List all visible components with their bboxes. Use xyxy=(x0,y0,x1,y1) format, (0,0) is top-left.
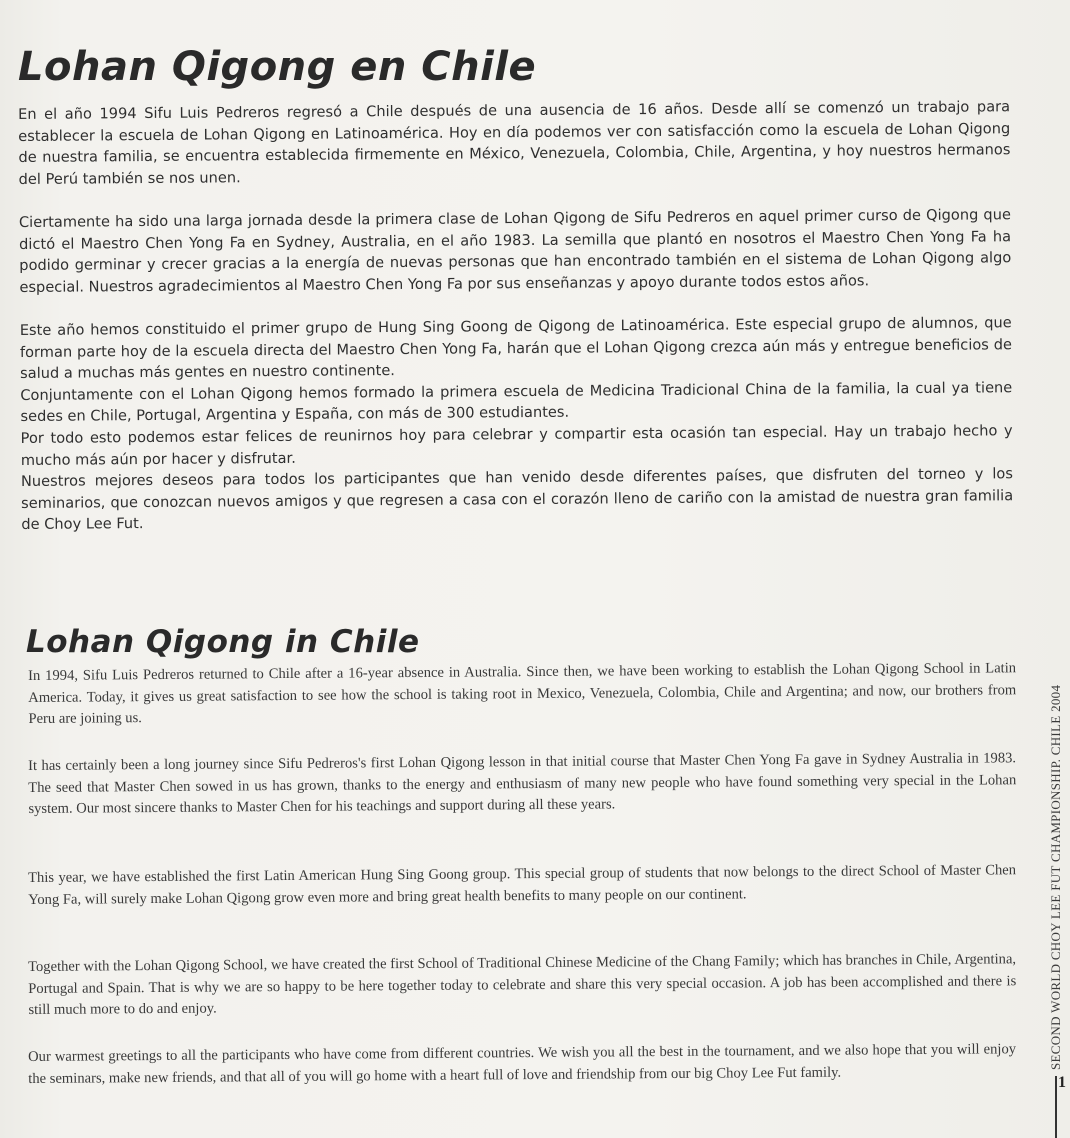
english-paragraph-1 xyxy=(28,658,1016,731)
spanish-paragraph-1: En el año 1994 Sifu Luis Pedreros regresó a Chile después de una ausencia de 16 años. Desde allí se comenzó un trabajo para establecer la escuela de Lohan Qigong en Latinoamérica. Hoy en día podemos ver con satisfacción como la escuela de Lohan Qigong de nuestra familia, se encuentra establecida firmemente en México, Venezuela, Colombia, Chile, Argentina, y hoy nuestros hermanos del Perú también se nos unen. xyxy=(18,98,1011,188)
spanish-title: Lohan Qigong en Chile xyxy=(18,44,537,90)
english-paragraph-5 xyxy=(28,1039,1016,1090)
page-number-rule xyxy=(1055,1076,1057,1138)
spanish-paragraph-4: Conjuntamente con el Lohan Qigong hemos formado la primera escuela de Medicina Tradicional China de la familia, la cual ya tiene sedes en Chile, Portugal, Argentina y España, con más de 300 estudiantes. xyxy=(20,378,1013,426)
english-paragraph-3 xyxy=(28,860,1016,911)
spanish-body xyxy=(18,96,1013,536)
championship-sidebar-text: SECOND WORLD CHOY LEE FUT CHAMPIONSHIP. CHILE 2004 xyxy=(1048,684,1063,1070)
spanish-paragraph-5: Por todo esto podemos estar felices de reunirnos hoy para celebrar y compartir esta ocasión tan especial. Hay un trabajo hecho y mucho más aún por hacer y disfrutar. xyxy=(20,422,1013,469)
english-paragraph-4-text: Together with the Lohan Qigong School, we have created the first School of Traditional Chinese Medicine of the Chang Family; which has branches in Chile, Argentina, Portugal and Spain. That is why we are so happy to be here together today to celebrate and share this very special occasion. A job has been accomplished and there is still much more to do and enjoy. xyxy=(28,951,1017,1019)
english-title: Lohan Qigong in Chile xyxy=(26,624,420,660)
spanish-paragraph-6: Nuestros mejores deseos para todos los participantes que han venido desde diferentes países, que disfruten del torneo y los seminarios, que conozcan nuevos amigos y que regresen a casa con el corazón lleno de cariño con la amistad de nuestra gran familia de Choy Lee Fut. xyxy=(20,465,1014,534)
spanish-paragraph-3: Este año hemos constituido el primer grupo de Hung Sing Goong de Qigong de Latinoamérica. Este especial grupo de alumnos, que forman parte hoy de la escuela directa del Maestro Chen Yong Fa, harán que el Lohan Qigong crezca aún más y entregue beneficios de salud a muchas más gentes en nuestro continente. xyxy=(19,314,1012,383)
english-paragraph-2 xyxy=(28,748,1016,821)
english-paragraph-5-text: Our warmest greetings to all the participants who have come from different countries. We wish you all the best in the tournament, and we also hope that you will enjoy the seminars, make new friends, and that all of you will go home with a heart full of love and friendship from our big Choy Lee Fut family. xyxy=(28,1041,1017,1087)
english-paragraph-3-text: This year, we have established the first Latin American Hung Sing Goong group. This special group of students that now belongs to the direct School of Master Chen Yong Fa, will surely make Lohan Qigong grow even more and bring great health benefits to many people on our continent. xyxy=(28,862,1017,908)
spanish-paragraph-2: Ciertamente ha sido una larga jornada desde la primera clase de Lohan Qigong de Sifu Pedreros en aquel primer curso de Qigong que dictó el Maestro Chen Yong Fa en Sydney, Australia, en el año 1983. La semilla que plantó en nosotros el Maestro Chen Yong Fa ha podido germinar y crecer gracias a la energía de nuevas personas que han encontrado también en el sistema de Lohan Qigong algo especial. Nuestros agradecimientos al Maestro Chen Yong Fa por sus enseñanzas y apoyo durante todos estos años. xyxy=(18,206,1012,296)
english-paragraph-4 xyxy=(28,949,1016,1022)
page-number: 1 xyxy=(1058,1074,1066,1091)
english-paragraph-2-text: It has certainly been a long journey since Sifu Pedreros's first Lohan Qigong lesson in that initial course that Master Chen Yong Fa gave in Sydney Australia in 1983. The seed that Master Chen sowed in us has grown, thanks to the energy and enthusiasm of many new people who have found something very special in the Lohan system. Our most sincere thanks to Master Chen for his teachings and support during all these years. xyxy=(28,750,1017,818)
english-paragraph-1-text: In 1994, Sifu Luis Pedreros returned to Chile after a 16-year absence in Australia. Since then, we have been working to establish the Lohan Qigong School in Latin America. Today, it gives us great satisfaction to see how the school is taking root in Mexico, Venezuela, Colombia, Chile and Argentina; and now, our brothers from Peru are joining us. xyxy=(28,660,1017,728)
